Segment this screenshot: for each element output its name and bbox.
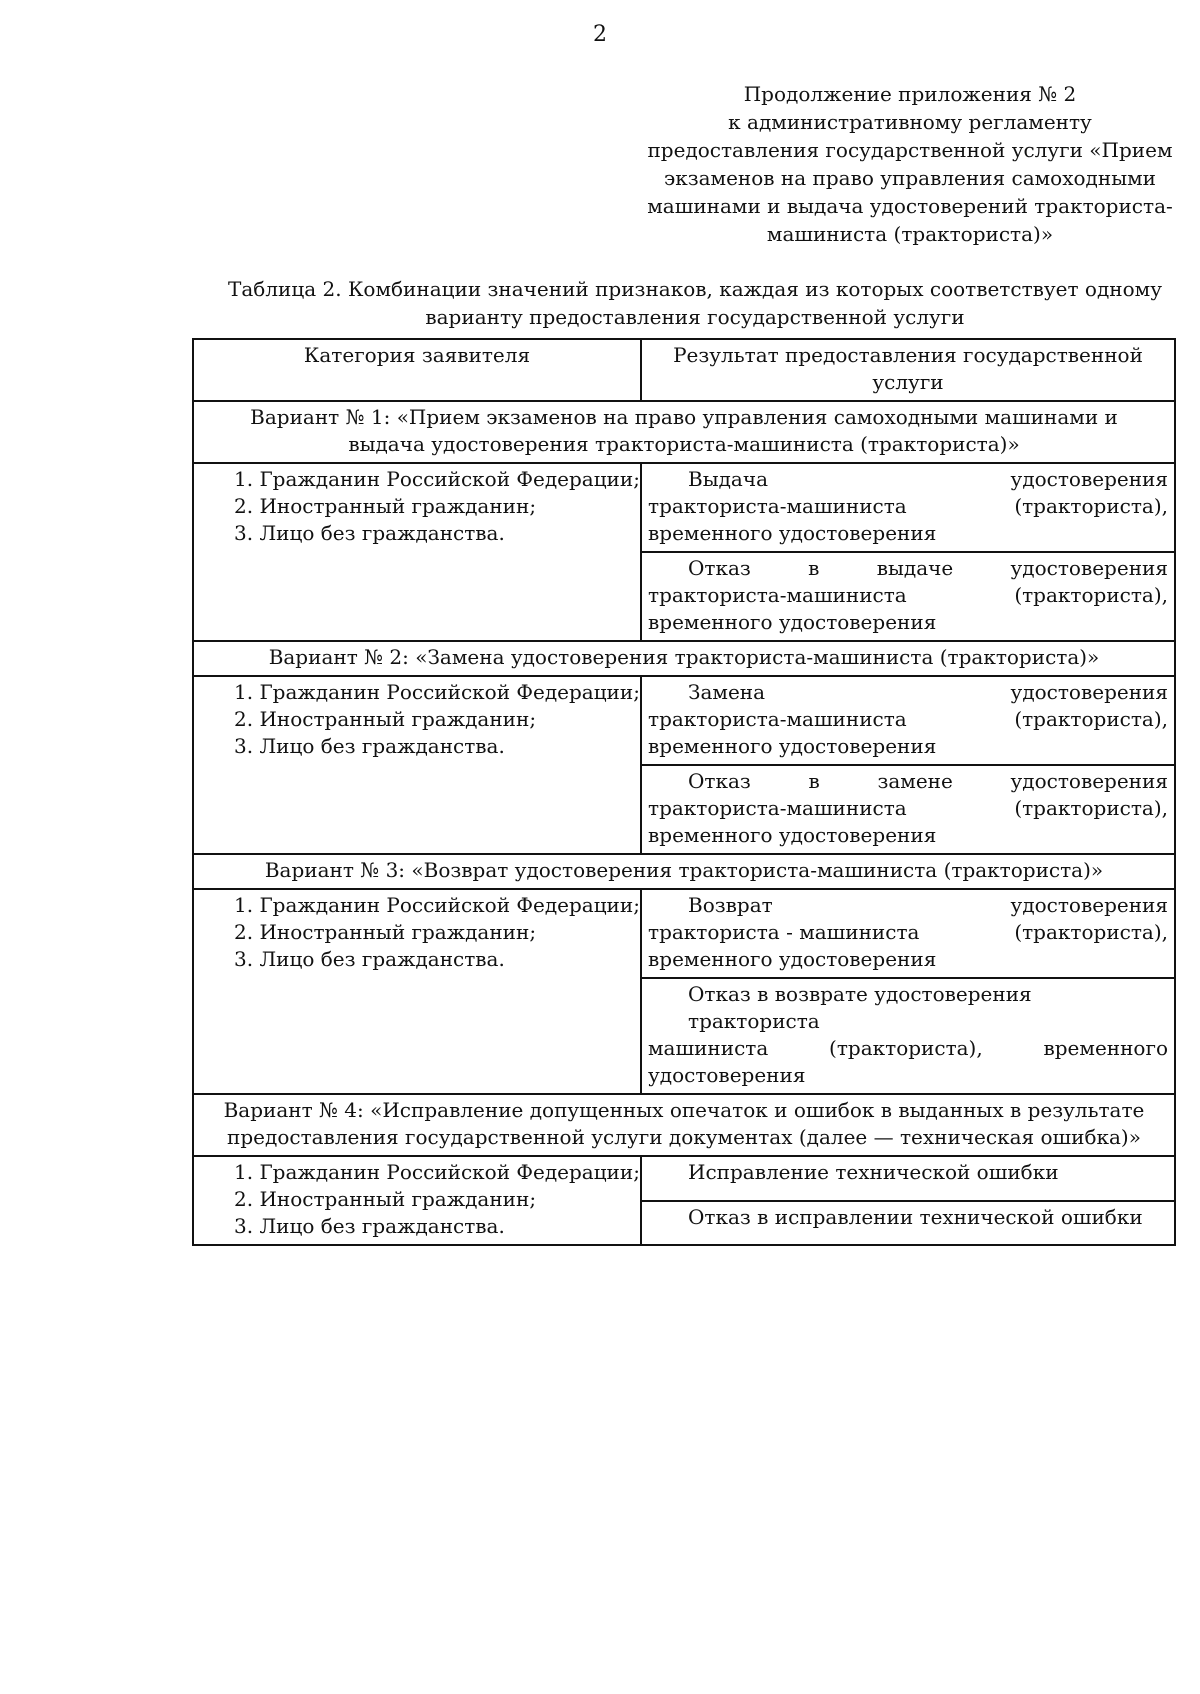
variant-2-result-refusal bbox=[641, 765, 1175, 854]
variant-2-applicants bbox=[193, 676, 641, 854]
result-line bbox=[648, 679, 1168, 706]
result-word: (тракториста), bbox=[1014, 583, 1168, 607]
applicant-item: 3. Лицо без гражданства. bbox=[234, 521, 505, 545]
result-word: тракториста-машиниста bbox=[648, 796, 907, 820]
result-word: (тракториста), bbox=[829, 1036, 983, 1060]
result-line bbox=[648, 981, 1168, 1035]
result-word: (тракториста), bbox=[1014, 494, 1168, 518]
result-line bbox=[648, 768, 1168, 795]
table-caption-line: Таблица 2. Комбинации значений признаков, каждая из которых соответствует одному bbox=[228, 277, 1162, 301]
applicant-item: 2. Иностранный гражданин; bbox=[234, 707, 537, 731]
result-word: Выдача bbox=[688, 467, 768, 491]
result-word: (тракториста), bbox=[1014, 796, 1168, 820]
result-line bbox=[648, 466, 1168, 493]
variant-4-result-correction bbox=[641, 1156, 1175, 1201]
result-line bbox=[648, 555, 1168, 582]
variant-title-line: Вариант № 1: «Прием экзаменов на право управления самоходными машинами и bbox=[250, 405, 1118, 429]
result-word: тракториста-машиниста bbox=[648, 583, 907, 607]
result-word: тракториста-машиниста bbox=[648, 707, 907, 731]
result-word: удостоверения bbox=[1010, 556, 1168, 580]
result-line bbox=[648, 706, 1168, 733]
result-line bbox=[648, 1159, 1168, 1186]
variant-4-applicants bbox=[193, 1156, 641, 1245]
result-line: временного удостоверения bbox=[648, 521, 937, 545]
result-line bbox=[648, 582, 1168, 609]
table-caption-line: варианту предоставления государственной услуги bbox=[425, 305, 965, 329]
variant-4-title bbox=[193, 1094, 1175, 1156]
variants-table bbox=[192, 338, 1176, 1246]
result-line: удостоверения bbox=[648, 1063, 806, 1087]
result-word: удостоверения bbox=[1010, 769, 1168, 793]
table-header-row bbox=[193, 339, 1175, 401]
variant-3-title bbox=[193, 854, 1175, 889]
result-line bbox=[648, 1035, 1168, 1062]
variant-1-row-1 bbox=[193, 463, 1175, 552]
variant-2-title-row bbox=[193, 641, 1175, 676]
result-word: Исправление технической ошибки bbox=[688, 1160, 1059, 1184]
result-word: Замена bbox=[688, 680, 766, 704]
applicant-item: 1. Гражданин Российской Федерации; bbox=[234, 467, 640, 491]
variant-3-title-row bbox=[193, 854, 1175, 889]
result-word: замене bbox=[877, 769, 953, 793]
variant-title-line: Вариант № 3: «Возврат удостоверения тракториста-машиниста (тракториста)» bbox=[264, 858, 1104, 882]
variant-1-title-row bbox=[193, 401, 1175, 463]
appendix-header-line: к административному регламенту bbox=[728, 110, 1092, 134]
variant-title-line: Вариант № 2: «Замена удостоверения тракториста-машиниста (тракториста)» bbox=[268, 645, 1100, 669]
variant-1-applicants bbox=[193, 463, 641, 641]
result-line: временного удостоверения bbox=[648, 947, 937, 971]
appendix-header-line: машинами и выдача удостоверений тракториста- bbox=[647, 194, 1173, 218]
result-line bbox=[648, 919, 1168, 946]
variant-title-line: Вариант № 4: «Исправление допущенных опечаток и ошибок в выданных в результате bbox=[223, 1098, 1145, 1122]
result-word: Возврат bbox=[688, 893, 773, 917]
result-line: временного удостоверения bbox=[648, 734, 937, 758]
result-word: Отказ в исправлении технической ошибки bbox=[688, 1204, 1143, 1229]
table-caption bbox=[195, 275, 1195, 331]
applicant-item: 3. Лицо без гражданства. bbox=[234, 734, 505, 758]
result-word: (тракториста), bbox=[1014, 707, 1168, 731]
variant-4-title-row bbox=[193, 1094, 1175, 1156]
variant-title-line: предоставления государственной услуги документах (далее — техническая ошибка)» bbox=[227, 1125, 1141, 1149]
variant-4-result-refusal bbox=[641, 1201, 1175, 1246]
result-word: машиниста bbox=[648, 1036, 769, 1060]
applicant-item: 2. Иностранный гражданин; bbox=[234, 1187, 537, 1211]
result-line bbox=[648, 892, 1168, 919]
variant-4-row-1 bbox=[193, 1156, 1175, 1201]
result-word: временного bbox=[1043, 1036, 1168, 1060]
variant-1-result-issue bbox=[641, 463, 1175, 552]
applicant-item: 1. Гражданин Российской Федерации; bbox=[234, 680, 640, 704]
result-line bbox=[648, 795, 1168, 822]
result-word: тракториста - машиниста bbox=[648, 920, 920, 944]
header-applicant-category: Категория заявителя bbox=[193, 339, 641, 401]
result-word: удостоверения bbox=[1010, 680, 1168, 704]
appendix-header-line: Продолжение приложения № 2 bbox=[743, 82, 1077, 106]
variant-3-row-1 bbox=[193, 889, 1175, 978]
variant-1-title bbox=[193, 401, 1175, 463]
result-word: выдаче bbox=[876, 556, 954, 580]
appendix-header-line: экзаменов на право управления самоходными bbox=[664, 166, 1156, 190]
applicant-item: 1. Гражданин Российской Федерации; bbox=[234, 893, 640, 917]
variant-3-applicants bbox=[193, 889, 641, 1094]
applicant-item: 2. Иностранный гражданин; bbox=[234, 920, 537, 944]
result-word: Отказ в возврате удостоверения тракториста bbox=[688, 982, 1032, 1033]
variant-3-result-return bbox=[641, 889, 1175, 978]
variant-2-row-1 bbox=[193, 676, 1175, 765]
result-line bbox=[648, 493, 1168, 520]
appendix-header-line: машиниста (тракториста)» bbox=[766, 222, 1054, 246]
result-word: в bbox=[808, 769, 820, 793]
applicant-item: 3. Лицо без гражданства. bbox=[234, 1214, 505, 1238]
result-word: (тракториста), bbox=[1014, 920, 1168, 944]
result-word: в bbox=[808, 556, 820, 580]
header-result: Результат предоставления государственной услуги bbox=[641, 339, 1175, 401]
result-line: временного удостоверения bbox=[648, 823, 937, 847]
result-word: Отказ bbox=[688, 556, 751, 580]
page-number: 2 bbox=[593, 22, 607, 47]
applicant-item: 2. Иностранный гражданин; bbox=[234, 494, 537, 518]
result-word: удостоверения bbox=[1010, 467, 1168, 491]
result-line bbox=[648, 1204, 1168, 1231]
appendix-header bbox=[640, 80, 1180, 248]
result-word: тракториста-машиниста bbox=[648, 494, 907, 518]
variant-2-result-replacement bbox=[641, 676, 1175, 765]
variant-3-result-refusal bbox=[641, 978, 1175, 1094]
variant-1-result-refusal bbox=[641, 552, 1175, 641]
appendix-header-line: предоставления государственной услуги «Прием bbox=[647, 138, 1173, 162]
result-word: удостоверения bbox=[1010, 893, 1168, 917]
applicant-item: 3. Лицо без гражданства. bbox=[234, 947, 505, 971]
variant-title-line: выдача удостоверения тракториста-машиниста (тракториста)» bbox=[348, 432, 1020, 456]
result-line: временного удостоверения bbox=[648, 610, 937, 634]
result-word: Отказ bbox=[688, 769, 751, 793]
variant-2-title bbox=[193, 641, 1175, 676]
applicant-item: 1. Гражданин Российской Федерации; bbox=[234, 1160, 640, 1184]
